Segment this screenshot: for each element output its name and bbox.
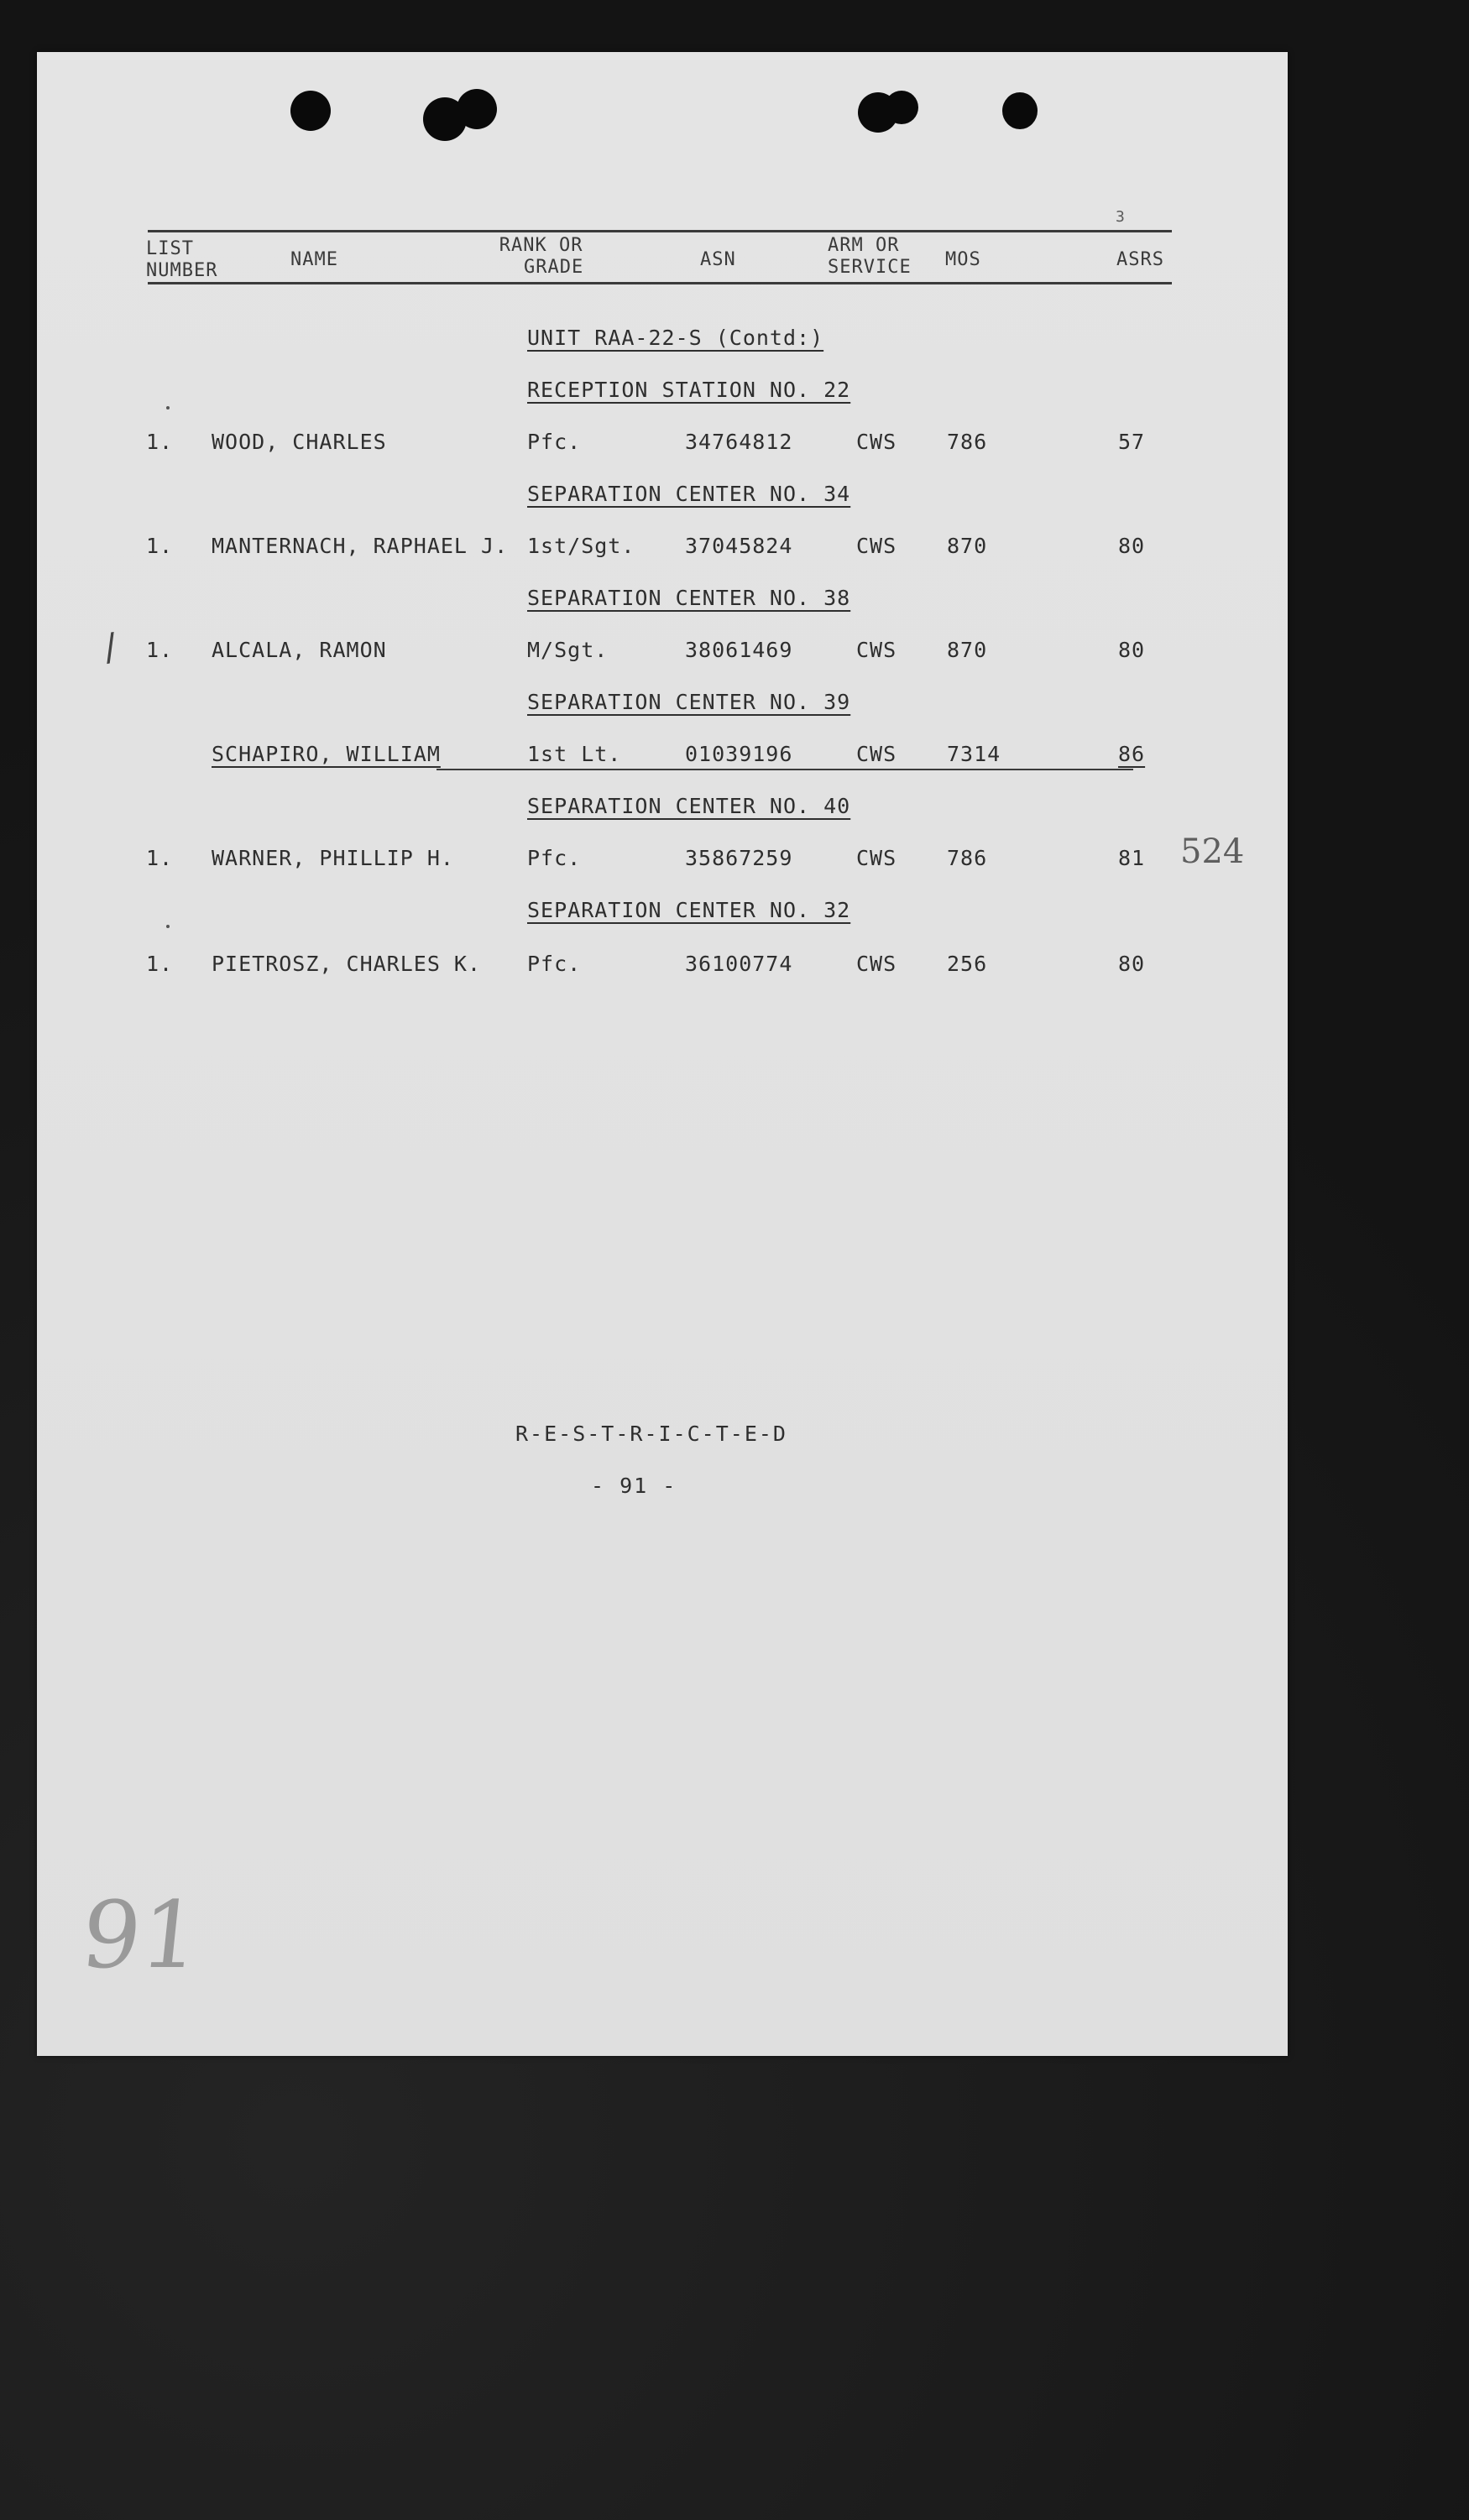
cell-list: 1. — [146, 952, 174, 976]
cell-mos: 870 — [947, 638, 988, 662]
col-header-asn: ASN — [700, 249, 736, 270]
cell-asn: 36100774 — [685, 952, 793, 976]
cell-asrs: 81 — [1118, 846, 1146, 870]
cell-asn: 38061469 — [685, 638, 793, 662]
binder-hole — [290, 91, 331, 131]
cell-arm: CWS — [856, 430, 897, 454]
col-header-rank-line2: GRADE — [524, 257, 584, 278]
classification-footer: R-E-S-T-R-I-C-T-E-D — [515, 1422, 787, 1446]
binder-hole — [457, 89, 497, 129]
cell-asrs: 57 — [1118, 430, 1146, 454]
col-header-arm-line1: ARM OR — [828, 235, 900, 256]
cell-rank: M/Sgt. — [527, 638, 609, 662]
cell-asrs: 80 — [1118, 534, 1146, 558]
cell-arm: CWS — [856, 846, 897, 870]
col-header-arm — [828, 235, 912, 279]
cell-mos: 7314 — [947, 742, 1001, 766]
section-heading: SEPARATION CENTER NO. 39 — [527, 690, 851, 714]
margin-number: 524 — [1180, 832, 1245, 871]
section-heading: SEPARATION CENTER NO. 34 — [527, 482, 851, 506]
cell-asn: 01039196 — [685, 742, 793, 766]
cell-rank: Pfc. — [527, 846, 582, 870]
cell-list: 1. — [146, 430, 174, 454]
paper-speck — [166, 406, 170, 410]
cell-mos: 870 — [947, 534, 988, 558]
cell-asn: 37045824 — [685, 534, 793, 558]
cell-mos: 786 — [947, 430, 988, 454]
cell-rank: 1st Lt. — [527, 742, 622, 766]
cell-name: SCHAPIRO, WILLIAM — [212, 742, 441, 766]
cell-asrs: 80 — [1118, 952, 1146, 976]
cell-rank: 1st/Sgt. — [527, 534, 635, 558]
row-underline — [437, 769, 1133, 770]
cell-arm: CWS — [856, 742, 897, 766]
col-header-rank-line1: RANK OR — [499, 235, 583, 256]
col-header-asrs: ASRS — [1116, 249, 1164, 270]
paper-speck — [166, 925, 170, 928]
cell-arm: CWS — [856, 534, 897, 558]
cell-name: WOOD, CHARLES — [212, 430, 387, 454]
cell-list: 1. — [146, 846, 174, 870]
section-heading: SEPARATION CENTER NO. 32 — [527, 898, 851, 922]
handwritten-page-number: 91 — [76, 1881, 206, 1989]
col-header-arm-line2: SERVICE — [828, 257, 912, 278]
section-heading: RECEPTION STATION NO. 22 — [527, 378, 851, 402]
cell-asn: 35867259 — [685, 846, 793, 870]
page-number-footer: - 91 - — [591, 1474, 677, 1498]
page-corner-mark: 3 — [1116, 208, 1125, 226]
cell-rank: Pfc. — [527, 430, 582, 454]
binder-hole — [885, 91, 918, 124]
check-mark-icon: / — [100, 625, 121, 670]
col-header-list-number — [146, 238, 217, 282]
cell-mos: 256 — [947, 952, 988, 976]
section-heading: SEPARATION CENTER NO. 38 — [527, 586, 851, 610]
cell-asrs: 80 — [1118, 638, 1146, 662]
cell-arm: CWS — [856, 638, 897, 662]
unit-heading: UNIT RAA-22-S (Contd:) — [527, 326, 824, 350]
cell-name: MANTERNACH, RAPHAEL J. — [212, 534, 509, 558]
col-header-rank — [499, 235, 583, 279]
col-header-mos: MOS — [945, 249, 981, 270]
cell-mos: 786 — [947, 846, 988, 870]
cell-list: 1. — [146, 638, 174, 662]
col-header-list-line2: NUMBER — [146, 260, 218, 281]
binder-hole — [1002, 92, 1038, 129]
header-rule-bottom — [148, 282, 1172, 284]
cell-arm: CWS — [856, 952, 897, 976]
cell-name: ALCALA, RAMON — [212, 638, 387, 662]
col-header-name: NAME — [290, 249, 338, 270]
document-page — [37, 52, 1288, 2056]
header-rule-top — [148, 230, 1172, 232]
col-header-list-line1: LIST — [146, 238, 194, 259]
section-heading: SEPARATION CENTER NO. 40 — [527, 794, 851, 818]
cell-name: PIETROSZ, CHARLES K. — [212, 952, 482, 976]
cell-list: 1. — [146, 534, 174, 558]
cell-asrs: 86 — [1118, 742, 1146, 766]
cell-rank: Pfc. — [527, 952, 582, 976]
cell-asn: 34764812 — [685, 430, 793, 454]
cell-name: WARNER, PHILLIP H. — [212, 846, 454, 870]
